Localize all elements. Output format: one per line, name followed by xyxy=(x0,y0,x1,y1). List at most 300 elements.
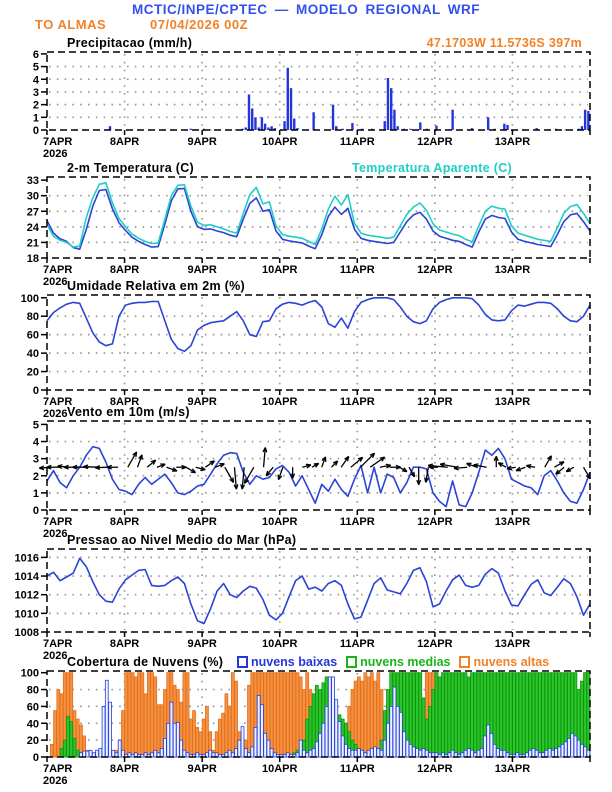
x-tick-label: 13APR xyxy=(494,638,531,650)
x-tick-label: 9APR xyxy=(187,136,217,148)
cloud-bar xyxy=(290,673,293,757)
cloud-bar xyxy=(312,749,315,757)
x-tick-year-label: 2026 xyxy=(43,148,68,160)
cloud-bar xyxy=(273,753,276,757)
cloud-bar xyxy=(248,685,251,757)
cloud-bar xyxy=(147,673,150,757)
cloud-bar xyxy=(186,673,189,757)
cloud-bar xyxy=(480,749,483,757)
cloud-bar xyxy=(306,719,309,757)
wind-vector-icon xyxy=(291,467,295,478)
precip-bar xyxy=(387,78,389,130)
x-tick-year-label: 2026 xyxy=(43,276,68,288)
cloud-bar xyxy=(86,751,89,757)
y-tick-label: 60 xyxy=(26,329,39,342)
y-tick-label: 21 xyxy=(26,237,39,250)
precip-bar xyxy=(503,124,505,130)
cloud-bar xyxy=(357,749,360,757)
cloud-bar xyxy=(393,687,396,757)
x-tick-label: 12APR xyxy=(417,516,453,528)
precip-bar xyxy=(190,129,192,130)
cloud-bar xyxy=(357,677,360,757)
cloud-bar xyxy=(493,744,496,757)
cloud-bar xyxy=(176,722,179,757)
chart-title-wind: Vento em 10m (m/s) xyxy=(67,405,190,419)
cloud-bar xyxy=(160,749,163,757)
cloud-bar xyxy=(535,750,538,757)
cloud-bar xyxy=(76,750,79,757)
cloud-bar xyxy=(458,673,461,757)
x-tick-label: 7APR xyxy=(43,136,73,148)
y-tick-label: 5 xyxy=(32,61,39,74)
wind-vector-icon xyxy=(234,467,238,489)
x-tick-label: 8APR xyxy=(109,396,140,408)
cloud-bar xyxy=(548,673,551,757)
cloud-bar xyxy=(477,750,480,757)
wind-vector-icon xyxy=(95,466,108,470)
cloud-bar xyxy=(467,749,470,757)
cloud-bar xyxy=(270,749,273,757)
cloud-bar xyxy=(89,750,92,757)
cloud-bar xyxy=(564,742,567,757)
y-tick-label: 3 xyxy=(32,86,39,99)
y-tick-label: 1014 xyxy=(14,571,39,584)
cloud-bar xyxy=(50,744,53,757)
cloud-bar xyxy=(338,722,341,757)
precip-bar xyxy=(384,121,386,130)
x-tick-label: 10APR xyxy=(261,136,298,148)
cloud-bar xyxy=(335,700,338,757)
y-tick-label: 20 xyxy=(26,366,39,379)
cloud-bar xyxy=(545,750,548,757)
x-tick-label: 10APR xyxy=(261,763,298,775)
cloud-bar xyxy=(351,750,354,757)
y-tick-label: 1008 xyxy=(14,627,39,639)
cloud-bar xyxy=(584,673,587,757)
cloud-bar xyxy=(228,750,231,757)
cloud-bar xyxy=(555,673,558,757)
wind-vector-icon xyxy=(545,456,552,467)
cloud-bar xyxy=(441,673,444,757)
wind-vector-icon xyxy=(454,466,467,470)
x-tick-label: 11APR xyxy=(339,516,375,528)
cloud-bar xyxy=(105,680,108,757)
y-tick-label: 6 xyxy=(32,48,39,61)
cloud-bar xyxy=(157,705,160,757)
x-tick-label: 11APR xyxy=(339,396,375,408)
y-tick-label: 30 xyxy=(26,190,39,203)
cloud-bar xyxy=(538,753,541,757)
cloud-bar xyxy=(202,719,205,757)
cloud-bar xyxy=(584,747,587,757)
cloud-bar xyxy=(477,673,480,757)
precip-bar xyxy=(351,123,353,130)
cloud-bar xyxy=(577,740,580,757)
cloud-bar xyxy=(283,673,286,757)
cloud-bar xyxy=(409,744,412,757)
y-tick-label: 0 xyxy=(32,505,39,517)
chart-precipitation xyxy=(0,36,612,160)
cloud-bar xyxy=(244,749,247,757)
cloud-bar xyxy=(399,712,402,757)
high-clouds-swatch-icon xyxy=(459,656,470,668)
cloud-bar xyxy=(432,690,435,757)
cloud-bar xyxy=(513,673,516,757)
run-datetime: 07/04/2026 00Z xyxy=(150,17,249,32)
y-tick-label: 0 xyxy=(32,125,39,137)
cloud-bar xyxy=(496,673,499,757)
cloud-bar xyxy=(490,733,493,757)
y-tick-label: 100 xyxy=(20,292,39,305)
cloud-bar xyxy=(532,749,535,757)
cloud-bar xyxy=(545,673,548,757)
wind-vector-icon xyxy=(225,467,234,482)
cloud-bar xyxy=(551,673,554,757)
cloud-bar xyxy=(555,749,558,757)
cloud-bar xyxy=(425,750,428,757)
x-tick-label: 10APR xyxy=(261,396,298,408)
chart-title-apparent-temperature: Temperatura Aparente (C) xyxy=(352,161,513,175)
plot-frame xyxy=(47,52,590,130)
cloud-bar xyxy=(503,673,506,757)
cloud-bar xyxy=(548,749,551,757)
cloud-bar xyxy=(222,713,225,757)
chart-title-humidity: Umidade Relativa em 2m (%) xyxy=(67,279,245,293)
cloud-bar xyxy=(396,706,399,757)
x-tick-label: 13APR xyxy=(494,763,531,775)
cloud-bar xyxy=(264,733,267,757)
cloud-bar xyxy=(99,749,102,757)
cloud-bar xyxy=(461,673,464,757)
y-tick-label: 40 xyxy=(26,718,39,731)
x-tick-label: 9APR xyxy=(187,396,217,408)
cloud-bar xyxy=(167,723,170,757)
cloud-bar xyxy=(403,732,406,757)
cloud-bar xyxy=(260,705,263,757)
cloud-bar xyxy=(189,719,192,757)
plot-frame xyxy=(47,295,590,390)
cloud-bar xyxy=(102,706,105,757)
x-tick-label: 10APR xyxy=(261,516,298,528)
cloud-bar xyxy=(538,673,541,757)
cloud-bar xyxy=(299,740,302,757)
cloud-bar xyxy=(257,695,260,757)
cloud-bar xyxy=(506,673,509,757)
cloud-bar xyxy=(416,673,419,757)
x-tick-year-label: 2026 xyxy=(43,775,68,787)
cloud-bar xyxy=(487,725,490,757)
y-tick-label: 2 xyxy=(32,470,39,483)
chart-cloud-cover xyxy=(0,655,612,787)
x-tick-label: 9APR xyxy=(187,516,217,528)
data-line xyxy=(47,298,590,352)
cloud-bar xyxy=(251,747,254,757)
cloud-bar xyxy=(467,677,470,757)
plot-svg xyxy=(0,177,612,290)
x-tick-label: 11APR xyxy=(339,136,375,148)
cloud-bar xyxy=(315,742,318,757)
x-tick-label: 8APR xyxy=(109,136,140,148)
cloud-bar xyxy=(367,750,370,757)
cloud-bar xyxy=(125,673,128,757)
cloud-bar xyxy=(464,673,467,757)
precip-bar xyxy=(245,127,247,130)
precip-bar xyxy=(506,125,508,130)
wind-vector-icon xyxy=(205,461,214,467)
cloud-bar xyxy=(471,750,474,757)
cloud-bar xyxy=(422,698,425,757)
cloud-bar xyxy=(412,673,415,757)
cloud-bar xyxy=(251,673,254,757)
cloud-bar xyxy=(293,673,296,757)
cloud-bar xyxy=(134,677,137,757)
cloud-bar xyxy=(73,738,76,757)
x-tick-label: 8APR xyxy=(109,516,140,528)
cloud-bar xyxy=(83,751,86,757)
x-tick-year-label: 2026 xyxy=(43,528,68,540)
cloud-bar xyxy=(151,673,154,757)
cloud-bar xyxy=(173,723,176,757)
cloud-bar xyxy=(186,753,189,757)
x-tick-label: 10APR xyxy=(261,638,298,650)
cloud-bar xyxy=(580,744,583,757)
cloud-bar xyxy=(374,747,377,757)
cloud-bar xyxy=(60,694,63,757)
cloud-bar xyxy=(429,706,432,757)
wind-vector-icon xyxy=(380,464,391,468)
x-tick-label: 12APR xyxy=(417,396,453,408)
cloud-bar xyxy=(542,673,545,757)
cloud-bar xyxy=(63,740,66,757)
y-tick-label: 80 xyxy=(26,311,39,324)
precip-bar xyxy=(283,121,285,130)
x-tick-label: 13APR xyxy=(494,264,531,276)
cloud-bar xyxy=(231,673,234,757)
cloud-bar xyxy=(60,749,63,757)
cloud-bar xyxy=(370,673,373,757)
cloud-bar xyxy=(164,738,167,757)
wind-vector-icon xyxy=(390,465,401,469)
y-tick-label: 1016 xyxy=(14,552,39,565)
y-tick-label: 1010 xyxy=(14,608,39,621)
y-tick-label: 1 xyxy=(32,112,39,125)
cloud-bar xyxy=(312,694,315,757)
precip-bar xyxy=(248,94,250,130)
cloud-bar xyxy=(380,750,383,757)
cloud-bar xyxy=(516,673,519,757)
cloud-bar xyxy=(461,753,464,757)
x-tick-label: 9APR xyxy=(187,264,217,276)
y-tick-label: 4 xyxy=(32,436,39,449)
cloud-bar xyxy=(364,673,367,757)
wind-vector-icon xyxy=(312,463,319,467)
cloud-bar xyxy=(319,733,322,757)
x-tick-label: 7APR xyxy=(43,763,73,775)
wind-vector-icon xyxy=(331,461,337,467)
legend-item-mid-clouds xyxy=(346,655,450,669)
cloud-bar xyxy=(154,750,157,757)
x-tick-label: 12APR xyxy=(417,136,453,148)
cloud-bar xyxy=(322,723,325,757)
cloud-bar xyxy=(170,702,173,757)
cloud-bar xyxy=(571,733,574,757)
x-tick-label: 13APR xyxy=(494,516,531,528)
cloud-bar xyxy=(121,750,124,757)
cloud-bar xyxy=(218,754,221,757)
plot-svg xyxy=(0,667,612,789)
cloud-bar xyxy=(70,722,73,757)
precip-bar xyxy=(312,112,314,130)
cloud-bar xyxy=(383,740,386,757)
station-name: TO ALMAS xyxy=(35,17,107,32)
cloud-bar xyxy=(235,681,238,757)
y-tick-label: 18 xyxy=(26,253,39,265)
location-coordinates: 47.1703W 11.5736S 397m xyxy=(426,36,582,50)
x-tick-label: 13APR xyxy=(494,396,531,408)
x-tick-label: 11APR xyxy=(339,638,375,650)
x-tick-label: 7APR xyxy=(43,264,73,276)
cloud-bar xyxy=(254,727,257,757)
legend-label-mid-clouds: nuvens medias xyxy=(360,655,451,669)
cloud-bar xyxy=(112,750,115,757)
cloud-bar xyxy=(144,694,147,757)
x-tick-label: 7APR xyxy=(43,638,73,650)
cloud-bar xyxy=(551,750,554,757)
precip-bar xyxy=(390,88,392,130)
cloud-bar xyxy=(267,740,270,757)
cloud-bar xyxy=(367,677,370,757)
wind-vector-icon xyxy=(494,456,498,467)
cloud-bar xyxy=(286,673,289,757)
cloud-bar xyxy=(354,750,357,757)
precip-bar xyxy=(584,110,586,130)
x-tick-year-label: 2026 xyxy=(43,408,68,420)
data-line xyxy=(47,447,590,507)
cloud-bar xyxy=(183,750,186,757)
legend-item-low-clouds xyxy=(237,655,337,669)
cloud-bar xyxy=(503,750,506,757)
wind-vector-icon xyxy=(498,463,506,467)
cloud-bar xyxy=(206,706,209,757)
y-tick-label: 0 xyxy=(32,752,39,764)
cloud-bar xyxy=(154,677,157,757)
cloud-bar xyxy=(131,754,134,757)
cloud-bar xyxy=(325,706,328,757)
x-tick-label: 7APR xyxy=(43,516,73,528)
precip-bar xyxy=(287,68,289,130)
x-tick-label: 7APR xyxy=(43,396,73,408)
cloud-bar xyxy=(464,750,467,757)
y-tick-label: 1012 xyxy=(14,589,39,602)
cloud-bar xyxy=(345,744,348,757)
cloud-bar xyxy=(277,673,280,757)
cloud-bar xyxy=(435,673,438,757)
legend-label-high-clouds: nuvens altas xyxy=(473,655,550,669)
cloud-bar xyxy=(561,744,564,757)
cloud-bar xyxy=(141,754,144,757)
model-title: MCTIC/INPE/CPTEC — MODELO REGIONAL WRF xyxy=(132,2,480,17)
precip-bar xyxy=(251,108,253,130)
x-tick-label: 11APR xyxy=(339,264,375,276)
cloud-bar xyxy=(451,750,454,757)
chart-title-precipitation: Precipitacao (mm/h) xyxy=(67,36,193,50)
cloud-bar xyxy=(558,747,561,757)
plot-frame xyxy=(47,549,590,632)
y-tick-label: 80 xyxy=(26,684,39,697)
cloud-bar xyxy=(193,711,196,757)
cloud-bar xyxy=(370,749,373,757)
x-tick-label: 12APR xyxy=(417,763,453,775)
wind-vector-icon xyxy=(566,467,574,471)
cloud-bar xyxy=(509,673,512,757)
cloud-bar xyxy=(180,740,183,757)
cloud-bar xyxy=(280,673,283,757)
cloud-bar xyxy=(416,749,419,757)
precip-bar xyxy=(409,129,411,130)
x-tick-year-label: 2026 xyxy=(43,650,68,662)
wind-vector-icon xyxy=(196,467,206,471)
plot-svg xyxy=(0,549,612,664)
cloud-bar xyxy=(238,740,241,757)
data-line xyxy=(47,183,590,247)
cloud-bar xyxy=(302,750,305,757)
cloud-bar xyxy=(451,673,454,757)
cloud-bar xyxy=(483,736,486,757)
wind-vector-icon xyxy=(554,462,564,468)
precip-bar xyxy=(587,111,589,130)
cloud-bar xyxy=(374,681,377,757)
cloud-bar xyxy=(128,673,131,757)
cloud-bar xyxy=(138,673,141,757)
plot-svg xyxy=(0,421,612,542)
y-tick-label: 40 xyxy=(26,348,39,361)
wind-vector-icon xyxy=(302,464,311,468)
wind-vector-icon xyxy=(147,460,155,467)
cloud-bar xyxy=(480,673,483,757)
x-tick-label: 8APR xyxy=(109,638,140,650)
plot-svg xyxy=(0,48,612,162)
cloud-bar xyxy=(79,725,82,757)
cloud-bar xyxy=(118,740,121,757)
cloud-bar xyxy=(57,690,60,757)
cloud-bar xyxy=(377,673,380,757)
wind-vector-icon xyxy=(278,467,283,479)
precip-bar xyxy=(293,119,295,130)
y-tick-label: 60 xyxy=(26,701,39,714)
y-tick-label: 24 xyxy=(26,221,39,234)
cloud-bar xyxy=(218,719,221,757)
wind-vector-icon xyxy=(263,447,267,467)
cloud-bar xyxy=(67,717,70,757)
legend-label-low-clouds: nuvens baixas xyxy=(251,655,338,669)
cloud-bar xyxy=(228,706,231,757)
x-tick-label: 8APR xyxy=(109,264,140,276)
cloud-bar xyxy=(522,673,525,757)
cloud-bar xyxy=(296,753,299,757)
cloud-bar xyxy=(471,673,474,757)
cloud-bar xyxy=(496,749,499,757)
cloud-bar xyxy=(516,753,519,757)
y-tick-label: 3 xyxy=(32,453,39,466)
wind-vector-icon xyxy=(138,455,143,467)
wind-vector-icon xyxy=(417,467,421,485)
chart-title-pressure: Pressao ao Nivel Medio do Mar (hPa) xyxy=(67,533,297,547)
chart-title-cloud-cover: Cobertura de Nuvens (%) xyxy=(67,655,224,669)
mid-clouds-swatch-icon xyxy=(346,656,357,668)
cloud-bar xyxy=(419,750,422,757)
cloud-bar xyxy=(387,723,390,757)
y-tick-label: 100 xyxy=(20,667,39,680)
